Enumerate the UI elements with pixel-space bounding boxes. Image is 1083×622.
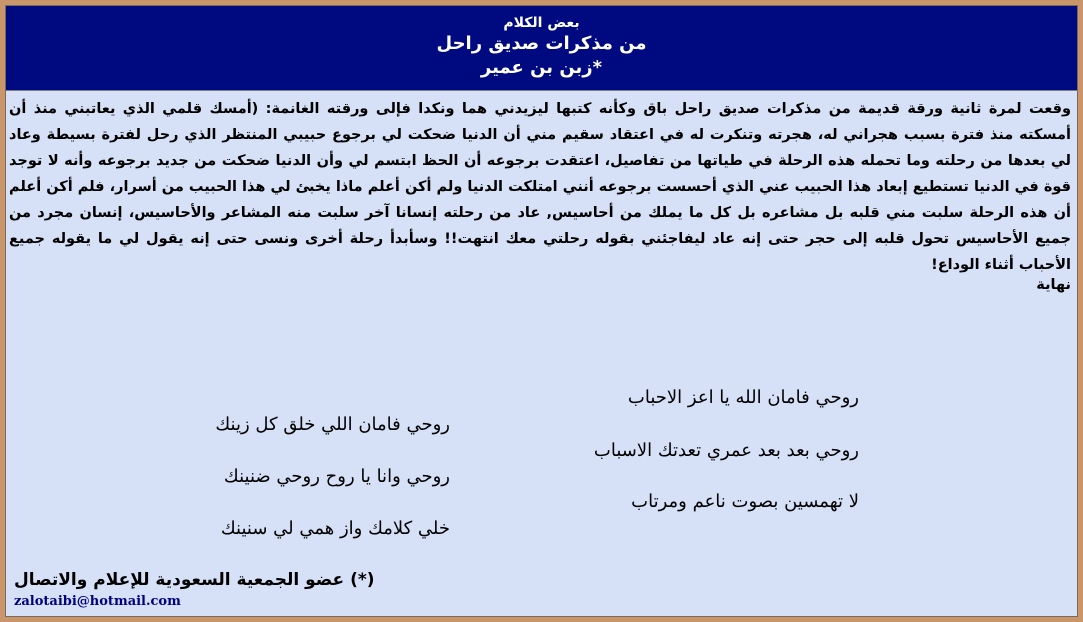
article-header bbox=[6, 6, 1077, 91]
poem-right-line-1: روحي فامان الله يا اعز الاحباب bbox=[627, 387, 859, 408]
poem-left-line-2: روحي وانا يا روح روحي ضنينك bbox=[223, 466, 450, 487]
article-frame bbox=[5, 5, 1078, 617]
author-footnote: (*) عضو الجمعية السعودية للإعلام والاتصال bbox=[14, 570, 375, 590]
poem-right-line-2: روحي بعد بعد عمري تعدتك الاسباب bbox=[593, 440, 859, 461]
poem-left-line-3: خلي كلامك واز همي لي سنينك bbox=[220, 518, 450, 539]
author-name: زبن بن عمير* bbox=[480, 57, 603, 78]
article-ending: نهاية bbox=[1036, 277, 1071, 293]
poem-left-line-1: روحي فامان اللي خلق كل زينك bbox=[215, 414, 450, 435]
author-email[interactable]: zalotaibi@hotmail.com bbox=[14, 594, 181, 609]
article-body: وقعت لمرة ثانية ورقة قديمة من مذكرات صديق راحل باق وكأنه كتبها ليزيدني هما ونكدا فإلى ورقته الغانمة: (أمسك قلمي الذي يعاتبني منذ أن أمسكته منذ فترة بسبب هجراني له، هجرته وتنكرت له في اعتقاد سقيم مني أن الدنيا ضحكت لي برجوع حبيبي المنتظر الذي رحل لفترة بسيطة وعاد لي بعدها من رحلته وما تحمله هذه الرحلة في طياتها من تفاصيل، اعتقدت برجوعه أن الحظ ابتسم لي وأن الدنيا ضحكت من جديد برجوعه وأنه لا توجد قوة في الدنيا تستطيع إبعاد هذا الحبيب عني الذي أحسست برجوعه أنني امتلكت الدنيا ولم أكن أعلم ماذا يخبئ لي هذا الحبيب من أسرار، فلم أكن أعلم أن هذه الرحلة سلبت مني قلبه بل مشاعره بل كل ما يملك من أحاسيس, عاد من رحلته إنسانا آخر سلبت منه المشاعر والأحاسيس، إنسان مجرد من جميع الأحاسيس تحول قلبه إلى حجر حتى إنه عاد ليفاجئني بقوله رحلتي معك انتهت!! وسأبدأ رحلة أخرى ونسى حتى إنه يقول لي ما يقوله جميع الأحباب أثناء الوداع! bbox=[9, 101, 1071, 273]
article-title: من مذكرات صديق راحل bbox=[436, 33, 647, 54]
poem-right-line-3: لا تهمسين بصوت ناعم ومرتاب bbox=[631, 491, 859, 512]
column-subtitle: بعض الكلام bbox=[503, 15, 580, 31]
